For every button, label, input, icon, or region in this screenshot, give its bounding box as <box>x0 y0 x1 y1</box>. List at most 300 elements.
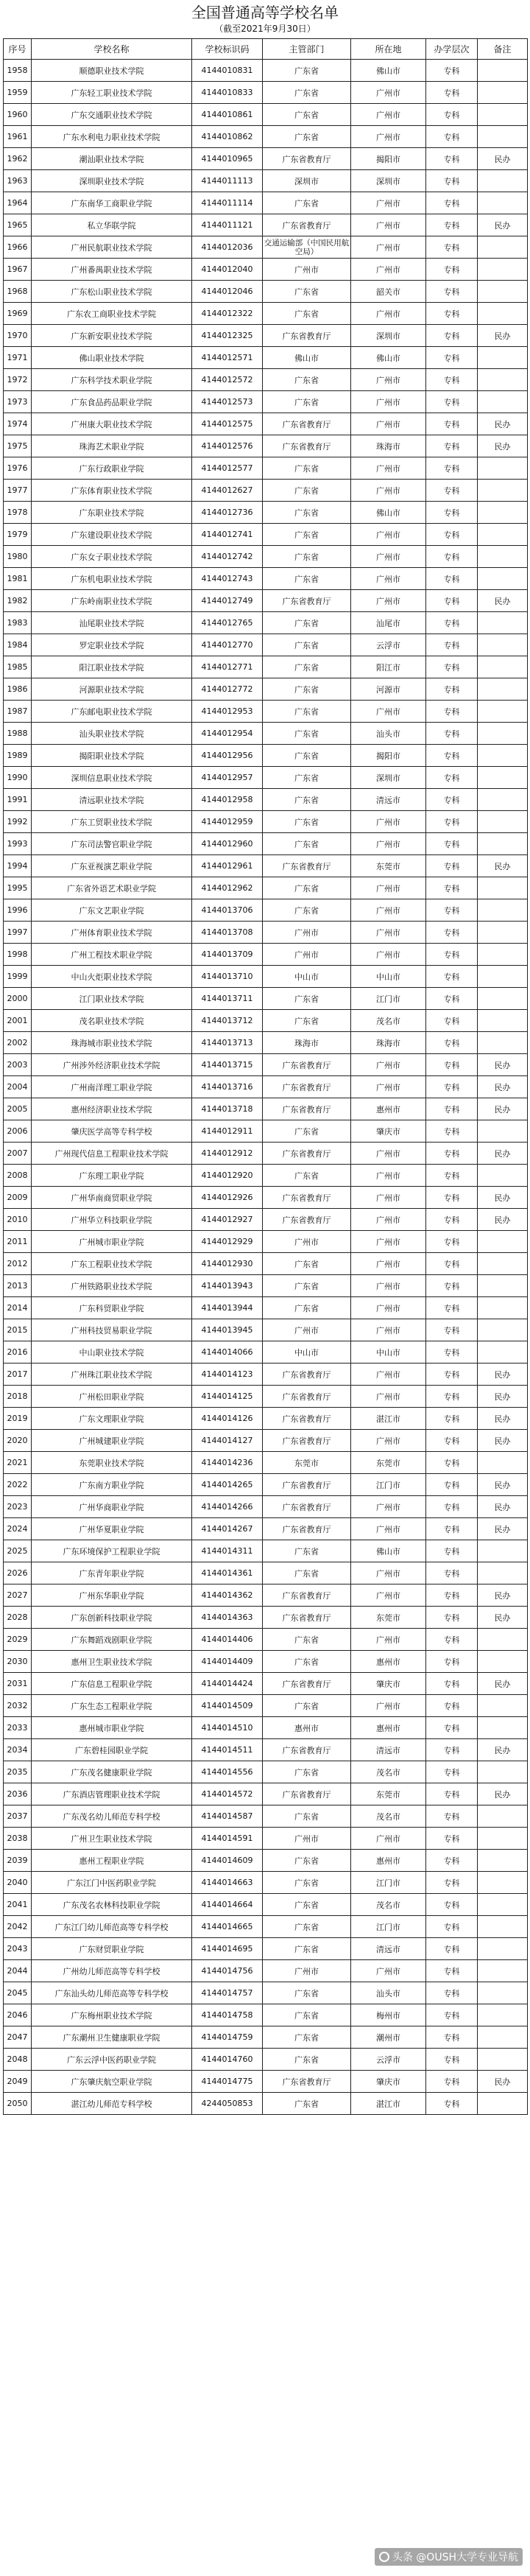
cell-location: 茂名市 <box>351 1805 426 1828</box>
cell-authority: 广东省教育厅 <box>263 1209 351 1231</box>
cell-authority: 广东省 <box>263 2093 351 2115</box>
table-header-row <box>4 39 528 60</box>
table-row <box>4 1297 528 1319</box>
cell-school-name: 广东新安职业技术学院 <box>32 325 192 347</box>
cell-authority: 广东省 <box>263 877 351 899</box>
cell-authority: 中山市 <box>263 966 351 988</box>
cell-index: 1993 <box>4 833 32 855</box>
cell-level: 专科 <box>426 2071 478 2093</box>
cell-location: 广州市 <box>351 701 426 723</box>
cell-authority: 东莞市 <box>263 1452 351 1474</box>
cell-school-code: 4144014267 <box>192 1518 263 1540</box>
cell-school-name: 广东省外语艺术职业学院 <box>32 877 192 899</box>
cell-remark <box>478 811 528 833</box>
cell-school-code: 4144013715 <box>192 1054 263 1076</box>
cell-remark <box>478 1032 528 1054</box>
cell-school-name: 广东松山职业技术学院 <box>32 281 192 303</box>
cell-level: 专科 <box>426 1916 478 1938</box>
cell-authority: 惠州市 <box>263 1717 351 1739</box>
table-row <box>4 480 528 502</box>
cell-index: 2010 <box>4 1209 32 1231</box>
cell-location: 汕头市 <box>351 723 426 745</box>
cell-remark <box>478 1805 528 1828</box>
cell-school-code: 4144014758 <box>192 2004 263 2026</box>
cell-school-code: 4144014125 <box>192 1386 263 1408</box>
cell-level: 专科 <box>426 701 478 723</box>
cell-authority: 广东省教育厅 <box>263 1386 351 1408</box>
cell-school-code: 4144012930 <box>192 1253 263 1275</box>
cell-location: 广州市 <box>351 1209 426 1231</box>
cell-school-name: 广东茂名幼儿师范专科学校 <box>32 1805 192 1828</box>
cell-location: 广州市 <box>351 1076 426 1098</box>
cell-authority: 中山市 <box>263 1341 351 1364</box>
cell-school-name: 珠海艺术职业学院 <box>32 435 192 457</box>
cell-location: 云浮市 <box>351 2049 426 2071</box>
cell-school-code: 4144012957 <box>192 767 263 789</box>
cell-authority: 广东省 <box>263 1695 351 1717</box>
cell-index: 2027 <box>4 1584 32 1607</box>
cell-school-code: 4144014591 <box>192 1828 263 1850</box>
cell-remark <box>478 2026 528 2049</box>
cell-school-name: 广东环境保护工程职业学院 <box>32 1540 192 1562</box>
cell-school-code: 4144012573 <box>192 391 263 413</box>
school-list-table <box>3 38 528 2115</box>
cell-index: 1959 <box>4 82 32 104</box>
table-row <box>4 148 528 170</box>
cell-level: 专科 <box>426 480 478 502</box>
cell-remark <box>478 1562 528 1584</box>
cell-level: 专科 <box>426 723 478 745</box>
cell-remark: 民办 <box>478 413 528 435</box>
cell-school-code: 4144013944 <box>192 1297 263 1319</box>
table-row <box>4 1474 528 1496</box>
cell-remark: 民办 <box>478 590 528 612</box>
cell-level: 专科 <box>426 922 478 944</box>
table-row <box>4 1673 528 1695</box>
cell-index: 2024 <box>4 1518 32 1540</box>
cell-level: 专科 <box>426 590 478 612</box>
cell-index: 1967 <box>4 259 32 281</box>
cell-location: 湛江市 <box>351 1408 426 1430</box>
cell-level: 专科 <box>426 502 478 524</box>
cell-level: 专科 <box>426 1297 478 1319</box>
cell-level: 专科 <box>426 1319 478 1341</box>
cell-school-code: 4144012929 <box>192 1231 263 1253</box>
cell-authority: 广东省教育厅 <box>263 1584 351 1607</box>
table-row <box>4 922 528 944</box>
cell-location: 广州市 <box>351 126 426 148</box>
cell-remark: 民办 <box>478 1739 528 1761</box>
table-row <box>4 656 528 678</box>
cell-school-code: 4144013711 <box>192 988 263 1010</box>
cell-school-name: 广州体育职业技术学院 <box>32 922 192 944</box>
cell-school-code: 4144012954 <box>192 723 263 745</box>
cell-school-name: 广东职业技术学院 <box>32 502 192 524</box>
cell-remark <box>478 1275 528 1297</box>
cell-school-name: 惠州经济职业技术学院 <box>32 1098 192 1120</box>
cell-index: 2004 <box>4 1076 32 1098</box>
cell-index: 1989 <box>4 745 32 767</box>
cell-level: 专科 <box>426 1938 478 1960</box>
table-row <box>4 1430 528 1452</box>
cell-location: 珠海市 <box>351 435 426 457</box>
cell-school-code: 4144014509 <box>192 1695 263 1717</box>
cell-authority: 广东省 <box>263 1562 351 1584</box>
cell-school-name: 广州番禺职业技术学院 <box>32 259 192 281</box>
cell-level: 专科 <box>426 568 478 590</box>
cell-index: 1964 <box>4 192 32 214</box>
cell-school-code: 4144014409 <box>192 1651 263 1673</box>
cell-school-name: 广州科技贸易职业学院 <box>32 1319 192 1341</box>
cell-school-code: 4144014609 <box>192 1850 263 1872</box>
cell-school-code: 4144012743 <box>192 568 263 590</box>
cell-authority: 广东省教育厅 <box>263 1607 351 1629</box>
cell-level: 专科 <box>426 104 478 126</box>
cell-school-code: 4144012920 <box>192 1165 263 1187</box>
cell-school-name: 潮汕职业技术学院 <box>32 148 192 170</box>
cell-school-code: 4144013945 <box>192 1319 263 1341</box>
cell-remark <box>478 236 528 259</box>
cell-index: 1999 <box>4 966 32 988</box>
cell-school-name: 广东交通职业技术学院 <box>32 104 192 126</box>
cell-level: 专科 <box>426 1452 478 1474</box>
cell-authority: 广东省 <box>263 1540 351 1562</box>
cell-school-name: 惠州工程职业学院 <box>32 1850 192 1872</box>
cell-school-name: 广东科学技术职业学院 <box>32 369 192 391</box>
cell-index: 2014 <box>4 1297 32 1319</box>
cell-remark <box>478 1894 528 1916</box>
cell-school-code: 4144014511 <box>192 1739 263 1761</box>
cell-level: 专科 <box>426 1076 478 1098</box>
cell-location: 广州市 <box>351 1275 426 1297</box>
cell-school-code: 4144013708 <box>192 922 263 944</box>
cell-school-name: 广东青年职业学院 <box>32 1562 192 1584</box>
table-row <box>4 1894 528 1916</box>
cell-school-name: 广州城建职业学院 <box>32 1430 192 1452</box>
cell-school-name: 广州华夏职业学院 <box>32 1518 192 1540</box>
cell-authority: 广东省 <box>263 1938 351 1960</box>
cell-remark <box>478 170 528 192</box>
watermark-text: 头条 @OUSH大学专业导航 <box>392 2552 518 2563</box>
cell-remark <box>478 1120 528 1143</box>
cell-authority: 广东省 <box>263 723 351 745</box>
cell-authority: 广东省 <box>263 457 351 480</box>
cell-remark <box>478 192 528 214</box>
watermark <box>375 2548 523 2566</box>
cell-location: 佛山市 <box>351 1540 426 1562</box>
cell-school-name: 广东江门幼儿师范高等专科学校 <box>32 1916 192 1938</box>
cell-level: 专科 <box>426 192 478 214</box>
cell-remark <box>478 524 528 546</box>
cell-authority: 广东省 <box>263 612 351 634</box>
table-row <box>4 391 528 413</box>
cell-level: 专科 <box>426 1098 478 1120</box>
cell-level: 专科 <box>426 1364 478 1386</box>
cell-authority: 广东省 <box>263 568 351 590</box>
document-title: 全国普通高等学校名单 <box>191 4 339 21</box>
cell-location: 广州市 <box>351 568 426 590</box>
cell-location: 广州市 <box>351 1584 426 1607</box>
cell-index: 1963 <box>4 170 32 192</box>
cell-authority: 广东省 <box>263 1805 351 1828</box>
cell-school-code: 4144014362 <box>192 1584 263 1607</box>
cell-level: 专科 <box>426 1430 478 1452</box>
cell-remark: 民办 <box>478 1783 528 1805</box>
cell-authority: 广东省教育厅 <box>263 1364 351 1386</box>
cell-index: 2020 <box>4 1430 32 1452</box>
cell-remark <box>478 1540 528 1562</box>
cell-school-code: 4144010831 <box>192 60 263 82</box>
cell-school-name: 深圳信息职业技术学院 <box>32 767 192 789</box>
table-row <box>4 1828 528 1850</box>
cell-level: 专科 <box>426 170 478 192</box>
cell-school-code: 4144014361 <box>192 1562 263 1584</box>
table-row <box>4 877 528 899</box>
cell-authority: 广东省 <box>263 767 351 789</box>
cell-location: 佛山市 <box>351 60 426 82</box>
cell-school-code: 4144012765 <box>192 612 263 634</box>
cell-index: 2008 <box>4 1165 32 1187</box>
cell-remark: 民办 <box>478 1474 528 1496</box>
table-row <box>4 1364 528 1386</box>
table-row <box>4 192 528 214</box>
cell-remark <box>478 1982 528 2004</box>
cell-authority: 广东省教育厅 <box>263 325 351 347</box>
cell-school-code: 4144012736 <box>192 502 263 524</box>
cell-index: 2007 <box>4 1143 32 1165</box>
cell-level: 专科 <box>426 1253 478 1275</box>
cell-school-name: 深圳职业技术学院 <box>32 170 192 192</box>
cell-level: 专科 <box>426 1739 478 1761</box>
cell-remark <box>478 1319 528 1341</box>
header-location: 所在地 <box>351 39 426 60</box>
cell-index: 2017 <box>4 1364 32 1386</box>
cell-school-code: 4144011113 <box>192 170 263 192</box>
cell-level: 专科 <box>426 1805 478 1828</box>
cell-school-code: 4144014126 <box>192 1408 263 1430</box>
cell-remark <box>478 656 528 678</box>
table-row <box>4 325 528 347</box>
cell-location: 广州市 <box>351 1960 426 1982</box>
cell-school-name: 广东文理职业学院 <box>32 1408 192 1430</box>
cell-location: 广州市 <box>351 391 426 413</box>
cell-school-name: 广东酒店管理职业技术学院 <box>32 1783 192 1805</box>
cell-location: 潮州市 <box>351 2026 426 2049</box>
table-row <box>4 1076 528 1098</box>
cell-authority: 广东省教育厅 <box>263 1783 351 1805</box>
table-row <box>4 988 528 1010</box>
cell-school-name: 广东碧桂园职业学院 <box>32 1739 192 1761</box>
cell-level: 专科 <box>426 1607 478 1629</box>
cell-school-name: 广东邮电职业技术学院 <box>32 701 192 723</box>
cell-level: 专科 <box>426 1120 478 1143</box>
cell-school-code: 4144012772 <box>192 678 263 701</box>
cell-location: 广州市 <box>351 1562 426 1584</box>
cell-school-name: 广东肇庆航空职业学院 <box>32 2071 192 2093</box>
cell-remark: 民办 <box>478 1098 528 1120</box>
cell-location: 广州市 <box>351 877 426 899</box>
cell-level: 专科 <box>426 1386 478 1408</box>
cell-authority: 广东省 <box>263 1894 351 1916</box>
cell-location: 东莞市 <box>351 1783 426 1805</box>
cell-authority: 佛山市 <box>263 347 351 369</box>
cell-level: 专科 <box>426 2093 478 2115</box>
cell-location: 河源市 <box>351 678 426 701</box>
cell-level: 专科 <box>426 1209 478 1231</box>
cell-index: 2050 <box>4 2093 32 2115</box>
cell-school-name: 汕尾职业技术学院 <box>32 612 192 634</box>
cell-location: 广州市 <box>351 1695 426 1717</box>
cell-level: 专科 <box>426 281 478 303</box>
cell-level: 专科 <box>426 1982 478 2004</box>
cell-location: 江门市 <box>351 1916 426 1938</box>
cell-remark <box>478 833 528 855</box>
cell-school-code: 4144012771 <box>192 656 263 678</box>
cell-index: 2046 <box>4 2004 32 2026</box>
cell-authority: 广东省 <box>263 1916 351 1938</box>
table-row <box>4 1165 528 1187</box>
cell-level: 专科 <box>426 745 478 767</box>
cell-index: 2042 <box>4 1916 32 1938</box>
table-row <box>4 347 528 369</box>
cell-remark <box>478 480 528 502</box>
cell-level: 专科 <box>426 1275 478 1297</box>
cell-remark <box>478 347 528 369</box>
cell-school-code: 4144014759 <box>192 2026 263 2049</box>
cell-level: 专科 <box>426 214 478 236</box>
cell-remark <box>478 2049 528 2071</box>
table-row <box>4 855 528 877</box>
cell-location: 深圳市 <box>351 325 426 347</box>
cell-school-code: 4144014066 <box>192 1341 263 1364</box>
cell-authority: 广东省 <box>263 634 351 656</box>
cell-school-code: 4144014363 <box>192 1607 263 1629</box>
cell-school-name: 广东南华工商职业学院 <box>32 192 192 214</box>
cell-location: 中山市 <box>351 1341 426 1364</box>
cell-location: 广州市 <box>351 1054 426 1076</box>
cell-school-name: 中山火炬职业技术学院 <box>32 966 192 988</box>
cell-authority: 广东省 <box>263 701 351 723</box>
cell-authority: 广东省教育厅 <box>263 1474 351 1496</box>
table-row <box>4 369 528 391</box>
cell-index: 1977 <box>4 480 32 502</box>
cell-location: 惠州市 <box>351 1098 426 1120</box>
table-row <box>4 612 528 634</box>
cell-level: 专科 <box>426 1231 478 1253</box>
table-row <box>4 1275 528 1297</box>
cell-location: 广州市 <box>351 192 426 214</box>
cell-school-name: 广东理工职业学院 <box>32 1165 192 1187</box>
cell-index: 2002 <box>4 1032 32 1054</box>
cell-index: 2019 <box>4 1408 32 1430</box>
cell-school-name: 广东梅州职业技术学院 <box>32 2004 192 2026</box>
cell-school-code: 4144010833 <box>192 82 263 104</box>
cell-index: 2033 <box>4 1717 32 1739</box>
cell-level: 专科 <box>426 457 478 480</box>
cell-location: 广州市 <box>351 236 426 259</box>
cell-school-name: 江门职业技术学院 <box>32 988 192 1010</box>
table-row <box>4 1386 528 1408</box>
cell-index: 1984 <box>4 634 32 656</box>
cell-authority: 广东省 <box>263 60 351 82</box>
cell-location: 广州市 <box>351 1430 426 1452</box>
cell-level: 专科 <box>426 1010 478 1032</box>
table-row <box>4 1805 528 1828</box>
cell-index: 1991 <box>4 789 32 811</box>
cell-location: 肇庆市 <box>351 1120 426 1143</box>
cell-remark <box>478 612 528 634</box>
cell-level: 专科 <box>426 259 478 281</box>
cell-school-name: 广东司法警官职业学院 <box>32 833 192 855</box>
table-row <box>4 546 528 568</box>
cell-remark: 民办 <box>478 1607 528 1629</box>
cell-level: 专科 <box>426 612 478 634</box>
cell-remark <box>478 369 528 391</box>
cell-school-code: 4144014664 <box>192 1894 263 1916</box>
cell-school-code: 4144014311 <box>192 1540 263 1562</box>
cell-location: 广州市 <box>351 104 426 126</box>
cell-level: 专科 <box>426 148 478 170</box>
cell-remark: 民办 <box>478 1430 528 1452</box>
cell-index: 2012 <box>4 1253 32 1275</box>
cell-school-name: 广州铁路职业技术学院 <box>32 1275 192 1297</box>
cell-authority: 广州市 <box>263 1319 351 1341</box>
table-row <box>4 1496 528 1518</box>
cell-level: 专科 <box>426 899 478 922</box>
cell-school-code: 4144014757 <box>192 1982 263 2004</box>
cell-index: 2015 <box>4 1319 32 1341</box>
cell-level: 专科 <box>426 1165 478 1187</box>
cell-remark <box>478 1717 528 1739</box>
cell-authority: 广东省 <box>263 1297 351 1319</box>
cell-location: 广州市 <box>351 1253 426 1275</box>
cell-authority: 广东省教育厅 <box>263 413 351 435</box>
cell-authority: 广东省 <box>263 192 351 214</box>
table-row <box>4 1209 528 1231</box>
cell-school-code: 4144012956 <box>192 745 263 767</box>
table-row <box>4 2093 528 2115</box>
cell-location: 广州市 <box>351 303 426 325</box>
cell-school-name: 广东轻工职业技术学院 <box>32 82 192 104</box>
cell-school-name: 广东潮州卫生健康职业学院 <box>32 2026 192 2049</box>
cell-location: 东莞市 <box>351 1452 426 1474</box>
cell-school-name: 广州卫生职业技术学院 <box>32 1828 192 1850</box>
cell-location: 揭阳市 <box>351 148 426 170</box>
cell-remark <box>478 568 528 590</box>
table-row <box>4 1584 528 1607</box>
cell-remark <box>478 391 528 413</box>
header-authority: 主管部门 <box>263 39 351 60</box>
table-row <box>4 1717 528 1739</box>
cell-school-code: 4144012961 <box>192 855 263 877</box>
cell-school-code: 4144012959 <box>192 811 263 833</box>
table-row <box>4 899 528 922</box>
cell-index: 1970 <box>4 325 32 347</box>
cell-remark: 民办 <box>478 435 528 457</box>
cell-index: 1974 <box>4 413 32 435</box>
cell-level: 专科 <box>426 966 478 988</box>
table-row <box>4 1960 528 1982</box>
cell-school-name: 广州华立科技职业学院 <box>32 1209 192 1231</box>
cell-level: 专科 <box>426 236 478 259</box>
cell-authority: 广东省 <box>263 811 351 833</box>
cell-school-name: 佛山职业技术学院 <box>32 347 192 369</box>
cell-location: 广州市 <box>351 413 426 435</box>
table-row <box>4 502 528 524</box>
cell-remark: 民办 <box>478 1408 528 1430</box>
cell-authority: 广东省 <box>263 1872 351 1894</box>
cell-school-code: 4144012742 <box>192 546 263 568</box>
